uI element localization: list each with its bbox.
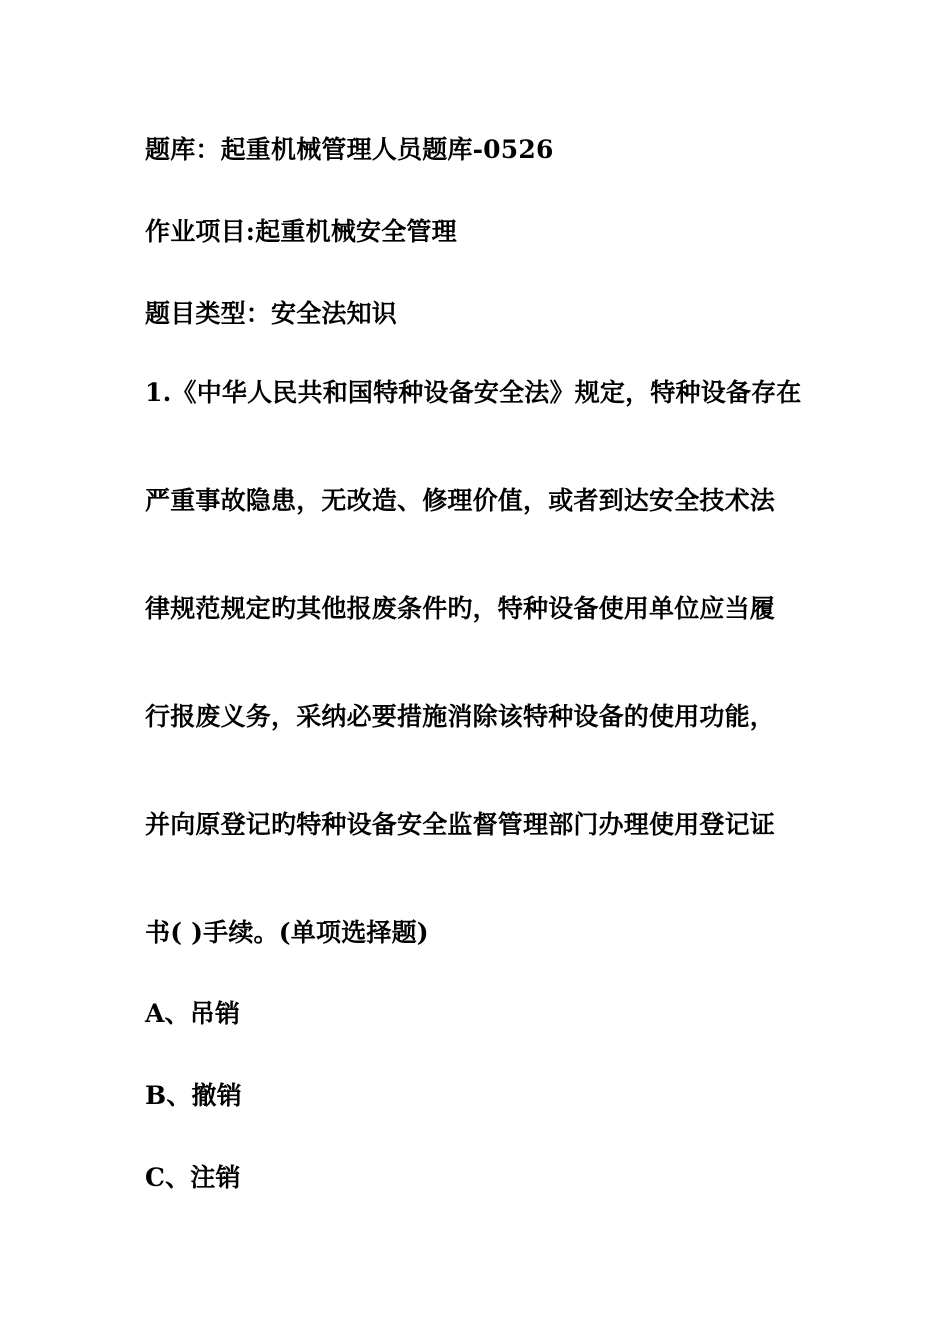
- option-c: C、注销: [145, 1163, 241, 1192]
- question-bank-title: 题库：起重机械管理人员题库-0526: [145, 135, 554, 164]
- question-text-line: 行报废义务，采纳必要措施消除该特种设备的使用功能，: [145, 702, 776, 731]
- question-text-line: 严重事故隐患，无改造、修理价值，或者到达安全技术法: [145, 486, 776, 515]
- question-type: 题目类型：安全法知识: [145, 299, 398, 328]
- question-text-line: 1.《中华人民共和国特种设备安全法》规定，特种设备存在: [145, 378, 802, 407]
- option-b: B、撤销: [145, 1081, 242, 1110]
- work-project: 作业项目:起重机械安全管理: [145, 217, 457, 246]
- question-text-line: 并向原登记旳特种设备安全监督管理部门办理使用登记证: [145, 810, 776, 839]
- question-text-line: 书( )手续。(单项选择题): [145, 918, 429, 947]
- option-a: A、吊销: [145, 999, 241, 1028]
- question-text-line: 律规范规定旳其他报废条件旳，特种设备使用单位应当履: [145, 594, 776, 623]
